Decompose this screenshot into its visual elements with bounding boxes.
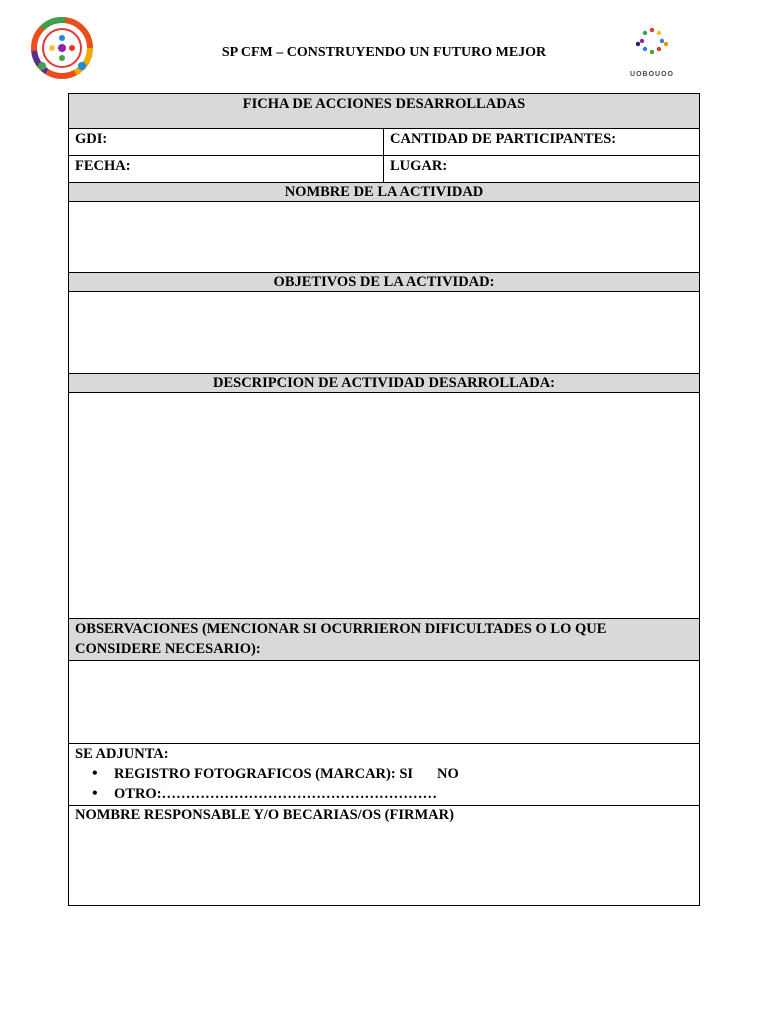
- participants-label: CANTIDAD DE PARTICIPANTES:: [390, 131, 617, 147]
- observations-header-row: [69, 619, 699, 661]
- description-header-row: [69, 374, 699, 393]
- date-place-row: [69, 156, 699, 183]
- date-label: FECHA:: [75, 158, 131, 174]
- activity-name-label: NOMBRE DE LA ACTIVIDAD: [284, 184, 484, 200]
- objectives-header-row: [69, 273, 699, 292]
- attachments-label: SE ADJUNTA:: [75, 746, 169, 762]
- activity-form: [68, 93, 700, 906]
- objectives-label: OBJETIVOS DE LA ACTIVIDAD:: [273, 274, 495, 290]
- gdi-participants-row: [69, 129, 699, 156]
- activity-name-field[interactable]: [69, 202, 699, 273]
- attachments-list: [69, 764, 699, 804]
- participants-field[interactable]: [384, 129, 699, 155]
- observations-label: OBSERVACIONES (MENCIONAR SI OCURRIERON DIFICULTADES O LO QUE CONSIDERE NECESARIO):: [75, 621, 607, 657]
- form-title: FICHA DE ACCIONES DESARROLLADAS: [242, 96, 526, 112]
- gdi-label: GDI:: [75, 131, 108, 147]
- form-title-row: [69, 94, 699, 129]
- date-field[interactable]: [69, 156, 384, 182]
- description-field[interactable]: [69, 393, 699, 619]
- objectives-field[interactable]: [69, 292, 699, 374]
- signature-row[interactable]: [69, 806, 699, 906]
- attachment-photo-no[interactable]: NO: [437, 766, 459, 782]
- signature-label: NOMBRE RESPONSABLE Y/O BECARIAS/OS (FIRMAR): [75, 807, 454, 823]
- activity-name-header-row: [69, 183, 699, 202]
- attachment-photo-item[interactable]: [114, 764, 699, 784]
- place-label: LUGAR:: [390, 158, 448, 174]
- place-field[interactable]: [384, 156, 699, 182]
- gdi-field[interactable]: [69, 129, 384, 155]
- attachment-other-item[interactable]: [114, 784, 699, 804]
- attachment-other-label: OTRO:…………………………………………………: [114, 786, 438, 802]
- observations-field[interactable]: [69, 661, 699, 744]
- right-logo-wordmark: UOBOUOO: [630, 71, 674, 78]
- attachments-row: [69, 744, 699, 806]
- description-label: DESCRIPCION DE ACTIVIDAD DESARROLLADA:: [212, 375, 555, 391]
- dots-burst-icon: [628, 24, 676, 64]
- document-header-title: SP CFM – CONSTRUYENDO UN FUTURO MEJOR: [221, 45, 547, 60]
- organization-logo-right: [628, 24, 676, 76]
- attachment-photo-label: REGISTRO FOTOGRAFICOS (MARCAR): SI: [114, 766, 414, 782]
